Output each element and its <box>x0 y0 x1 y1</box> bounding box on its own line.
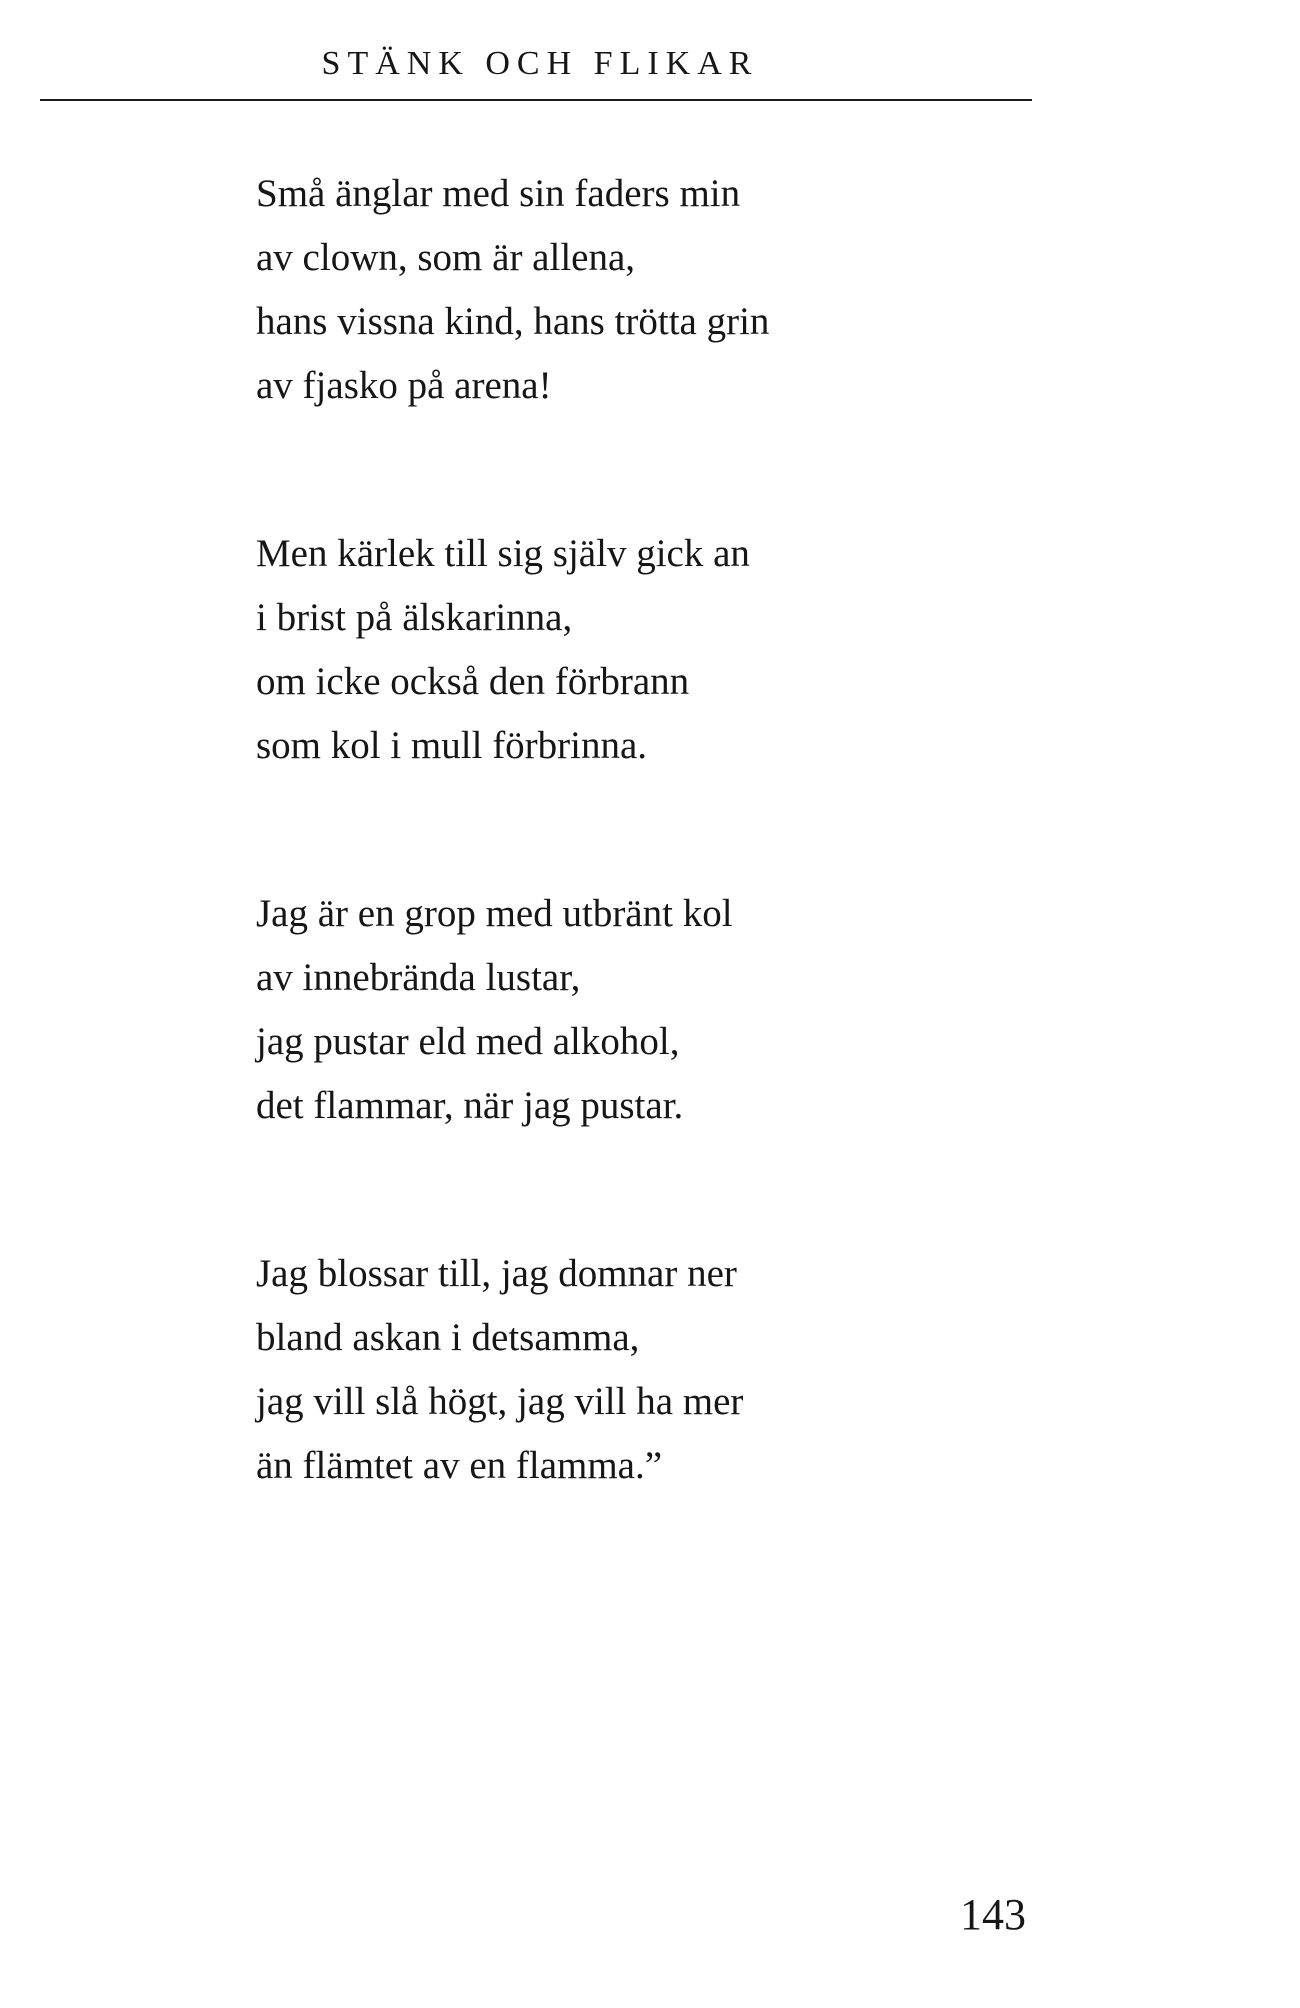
stanza-2 <box>256 522 769 778</box>
poem-line: jag pustar eld med alkohol, <box>256 1020 680 1063</box>
poem-line: av innebrända lustar, <box>256 956 581 999</box>
poem-line: av clown, som är allena, <box>256 236 636 279</box>
poem-line: Jag är en grop med utbränt kol <box>256 892 733 935</box>
poem-line: hans vissna kind, hans trötta grin <box>256 300 770 343</box>
poem-line: jag vill slå högt, jag vill ha mer <box>256 1380 744 1423</box>
stanza-3 <box>256 882 769 1138</box>
poem-line: Men kärlek till sig själv gick an <box>256 532 750 575</box>
poem-line: det flammar, när jag pustar. <box>256 1084 684 1127</box>
poem-line: Jag blossar till, jag domnar ner <box>256 1252 737 1295</box>
poem-line: än flämtet av en flamma.” <box>256 1444 663 1487</box>
poem-line: som kol i mull förbrinna. <box>256 724 648 767</box>
poem-line: Små änglar med sin faders min <box>256 172 741 215</box>
poem <box>256 162 769 1602</box>
stanza-4 <box>256 1242 769 1498</box>
stanza-1 <box>256 162 769 418</box>
poem-line: av fjasko på arena! <box>256 364 552 407</box>
poem-line: om icke också den förbrann <box>256 660 690 703</box>
header-rule <box>40 99 1032 101</box>
running-title: STÄNK OCH FLIKAR <box>321 45 759 82</box>
poem-line: i brist på älskarinna, <box>256 596 573 639</box>
poem-line: bland askan i detsamma, <box>256 1316 640 1359</box>
page-number: 143 <box>960 1890 1026 1939</box>
